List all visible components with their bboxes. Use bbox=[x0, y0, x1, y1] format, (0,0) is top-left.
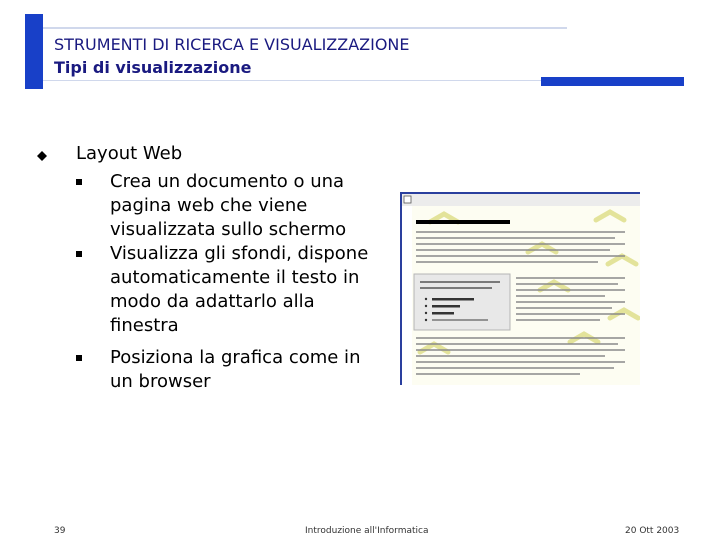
sub-bullet-text: Visualizza gli sfondi, dispone automaticamente il testo in modo da adattarlo alla finestra bbox=[110, 243, 369, 336]
footer-date: 20 Ott 2003 bbox=[625, 526, 680, 536]
sub-bullet-text: Posiziona la grafica come in un browser bbox=[110, 347, 361, 392]
square-bullet-icon bbox=[76, 355, 82, 361]
slide-title: STRUMENTI DI RICERCA E VISUALIZZAZIONE bbox=[54, 35, 410, 54]
slide-subtitle: Tipi di visualizzazione bbox=[54, 58, 252, 77]
header-line-bottom bbox=[43, 80, 541, 81]
square-bullet-icon bbox=[76, 251, 82, 257]
square-bullet-icon bbox=[76, 179, 82, 185]
web-layout-illustration bbox=[400, 192, 640, 385]
page-number: 39 bbox=[54, 526, 66, 536]
diamond-bullet-icon bbox=[37, 151, 47, 161]
header-line-top bbox=[43, 27, 567, 29]
footer-course-title: Introduzione all'Informatica bbox=[305, 526, 429, 536]
sub-bullet-text: Crea un documento o una pagina web che viene visualizzata sullo schermo bbox=[110, 171, 347, 240]
header-accent-bar-right bbox=[541, 77, 684, 86]
main-bullet-text: Layout Web bbox=[76, 143, 183, 164]
header-accent-bar-left bbox=[25, 14, 43, 89]
